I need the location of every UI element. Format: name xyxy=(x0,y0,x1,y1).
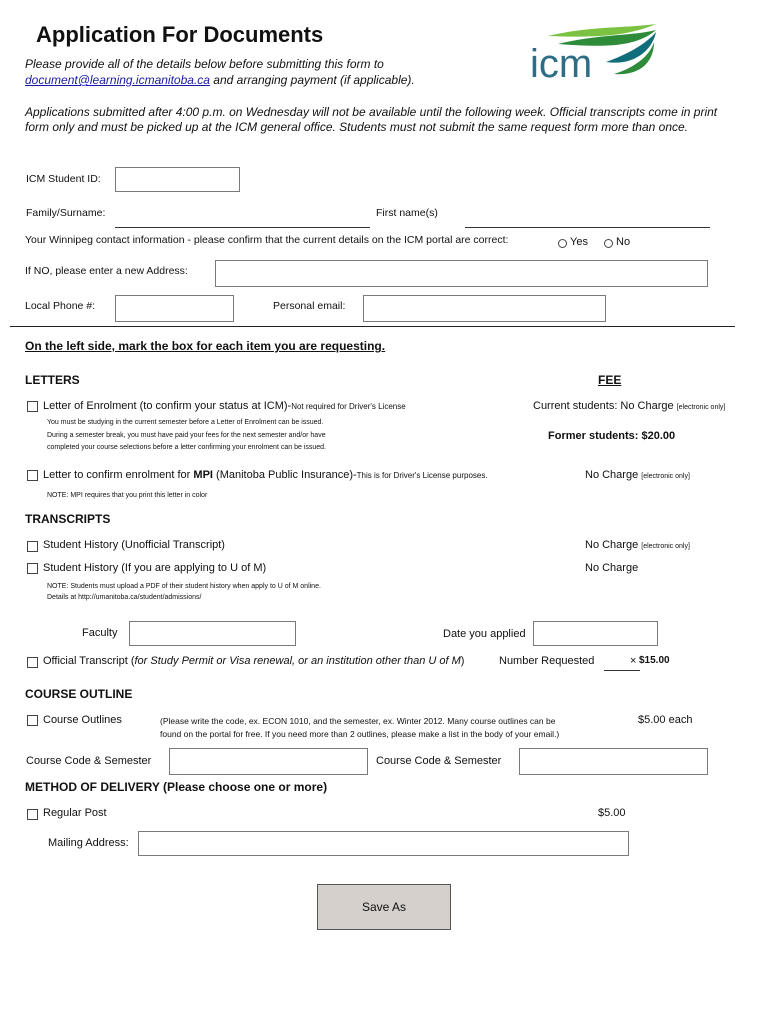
course-outline-heading: COURSE OUTLINE xyxy=(25,687,133,701)
winnipeg-contact-label: Your Winnipeg contact information - please confirm that the current details on the ICM portal are correct: xyxy=(25,234,509,246)
uofm-history-checkbox[interactable] xyxy=(27,563,38,574)
icm-logo xyxy=(528,22,663,86)
letter-enrolment-fee xyxy=(533,400,725,412)
fee-heading: FEE xyxy=(598,373,622,387)
student-id-input[interactable] xyxy=(115,167,240,192)
official-transcript-label xyxy=(43,655,464,667)
no-label: No xyxy=(616,236,631,248)
times-symbol: × xyxy=(630,655,637,667)
new-address-label: If NO, please enter a new Address: xyxy=(25,265,188,277)
letter-enrolment-sub-1: You must be studying in the current semester before a Letter of Enrolment can be issued. xyxy=(47,419,324,426)
letter-enrolment-checkbox[interactable] xyxy=(27,401,38,412)
request-instructions: On the left side, mark the box for each item you are requesting. xyxy=(25,339,386,353)
letter-enrolment-fee-text: Current students: No Charge xyxy=(533,400,674,412)
section-divider xyxy=(10,326,735,327)
number-requested-input[interactable] xyxy=(604,670,640,671)
mailing-address-input[interactable] xyxy=(138,831,629,856)
instructions-paragraph: Applications submitted after 4:00 p.m. on Wednesday will not be available until the following week. Official transcripts come in print form only and must be picked up at the ICM general office. Students must not submit the same request form more than once. xyxy=(25,105,718,134)
course-outlines-checkbox[interactable] xyxy=(27,715,38,726)
date-applied-input[interactable] xyxy=(533,621,658,646)
intro-line-2-rest: and arranging payment (if applicable). xyxy=(209,73,415,87)
letter-mpi-fee xyxy=(585,469,690,481)
unofficial-transcript-fee-text: No Charge xyxy=(585,539,639,551)
official-transcript-suffix: ) xyxy=(460,655,465,667)
mailing-address-label: Mailing Address: xyxy=(48,837,129,849)
letter-mpi-fee-text: No Charge xyxy=(585,469,639,481)
official-transcript-prefix: Official Transcript ( xyxy=(43,655,135,667)
letter-enrolment-text: Letter of Enrolment (to confirm your status at ICM)- xyxy=(43,400,292,412)
letter-mpi-checkbox[interactable] xyxy=(27,470,38,481)
phone-label: Local Phone #: xyxy=(25,300,96,312)
letter-mpi-rest: (Manitoba Public Insurance)- xyxy=(212,469,357,481)
email-link[interactable]: document@learning.icmanitoba.ca xyxy=(25,73,210,87)
email-label: Personal email: xyxy=(273,300,346,312)
unofficial-transcript-checkbox[interactable] xyxy=(27,541,38,552)
course-outlines-desc-1: (Please write the code, ex. ECON 1010, and the semester, ex. Winter 2012. Many course outlines can be xyxy=(160,716,556,726)
delivery-heading: METHOD OF DELIVERY (Please choose one or more) xyxy=(25,780,328,794)
intro-line-1: Please provide all of the details below before submitting this form to xyxy=(25,57,384,71)
course-code-label-1: Course Code & Semester xyxy=(26,755,152,767)
uofm-note-1: NOTE: Students must upload a PDF of their student history when apply to U of M online. xyxy=(47,583,321,590)
letter-mpi-label xyxy=(43,469,488,481)
letter-enrolment-sub-3: completed your course selections before a letter confirming your enrolment can be issued. xyxy=(47,444,326,451)
course-outlines-label: Course Outlines xyxy=(43,714,122,726)
yes-label: Yes xyxy=(570,236,588,248)
letters-heading: LETTERS xyxy=(25,373,80,387)
uofm-history-fee: No Charge xyxy=(585,562,639,574)
page-title: Application For Documents xyxy=(36,22,324,47)
letter-mpi-fee-note: [electronic only] xyxy=(641,473,690,480)
letter-mpi-note: This is for Driver's License purposes. xyxy=(356,471,488,480)
unofficial-transcript-fee-note: [electronic only] xyxy=(641,543,690,550)
letter-enrolment-sub-2: During a semester break, you must have paid your fees for the next semester and/or have xyxy=(47,432,326,439)
intro-line-2 xyxy=(25,73,415,87)
letter-enrolment-note: Not required for Driver's License xyxy=(291,402,406,411)
logo-text: icm xyxy=(530,42,593,86)
official-transcript-fee: $15.00 xyxy=(639,655,670,666)
uofm-note-2: Details at http://umanitoba.ca/student/admissions/ xyxy=(47,594,202,601)
email-input[interactable] xyxy=(363,295,606,322)
letter-enrolment-label xyxy=(43,400,406,412)
faculty-label: Faculty xyxy=(82,627,118,639)
regular-post-label: Regular Post xyxy=(43,807,107,819)
course-code-input-2[interactable] xyxy=(519,748,708,775)
number-requested-label: Number Requested xyxy=(499,655,595,667)
family-name-input[interactable] xyxy=(115,227,370,228)
course-outlines-desc-2: found on the portal for free. If you need more than 2 outlines, please make a list in the body of your email.) xyxy=(160,729,560,739)
transcripts-heading: TRANSCRIPTS xyxy=(25,512,111,526)
no-radio[interactable] xyxy=(604,239,613,248)
regular-post-checkbox[interactable] xyxy=(27,809,38,820)
unofficial-transcript-fee xyxy=(585,539,690,551)
unofficial-transcript-label: Student History (Unofficial Transcript) xyxy=(43,539,225,551)
student-id-label: ICM Student ID: xyxy=(26,173,101,185)
course-code-label-2: Course Code & Semester xyxy=(376,755,502,767)
letter-mpi-bold: MPI xyxy=(193,469,213,481)
family-name-label: Family/Surname: xyxy=(26,207,106,219)
phone-input[interactable] xyxy=(115,295,234,322)
course-code-input-1[interactable] xyxy=(169,748,368,775)
yes-radio[interactable] xyxy=(558,239,567,248)
official-transcript-italic: for Study Permit or Visa renewal, or an institution other than U of M xyxy=(134,655,461,667)
letter-enrolment-fee-note: [electronic only] xyxy=(676,404,726,411)
course-outlines-fee: $5.00 each xyxy=(638,714,693,726)
letter-mpi-sub: NOTE: MPI requires that you print this letter in color xyxy=(47,492,208,499)
first-name-input[interactable] xyxy=(465,227,710,228)
faculty-input[interactable] xyxy=(129,621,296,646)
first-name-label: First name(s) xyxy=(376,207,438,219)
former-students-fee: Former students: $20.00 xyxy=(548,430,676,442)
letter-mpi-prefix: Letter to confirm enrolment for xyxy=(43,469,194,481)
date-applied-label: Date you applied xyxy=(443,628,526,640)
official-transcript-checkbox[interactable] xyxy=(27,657,38,668)
new-address-input[interactable] xyxy=(215,260,708,287)
save-as-button[interactable]: Save As xyxy=(317,884,451,930)
regular-post-fee: $5.00 xyxy=(598,807,626,819)
uofm-history-label: Student History (If you are applying to U of M) xyxy=(43,562,267,574)
